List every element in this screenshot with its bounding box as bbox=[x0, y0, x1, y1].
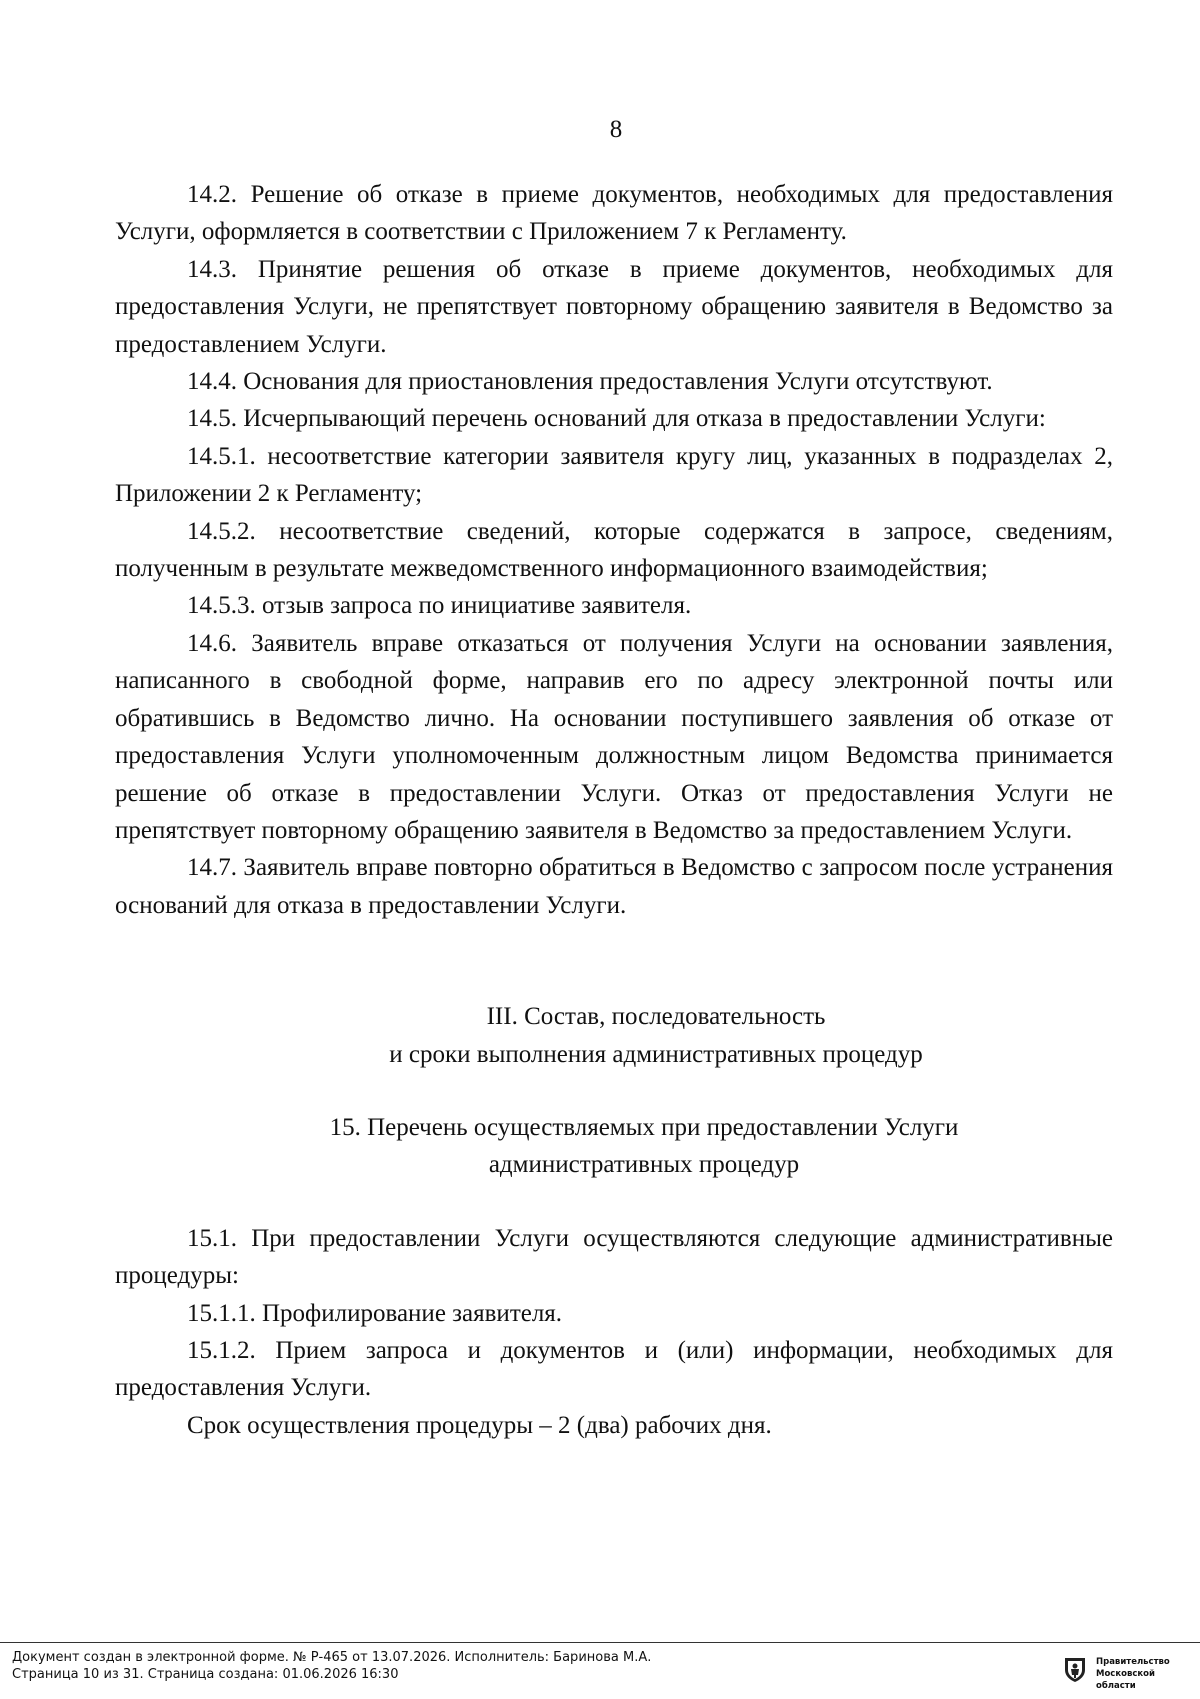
paragraph-procedure-term: Срок осуществления процедуры – 2 (два) рабочих дня. bbox=[187, 1411, 772, 1439]
paragraph-14-4: 14.4. Основания для приостановления предоставления Услуги отсутствуют. bbox=[187, 368, 993, 396]
paragraph-14-5-1: 14.5.1. несоответствие категории заявителя кругу лиц, указанных в подразделах 2, Приложении 2 к Регламенту; bbox=[115, 442, 1113, 508]
footer-text bbox=[12, 1649, 651, 1683]
paragraph-14-7: 14.7. Заявитель вправе повторно обратиться в Ведомство с запросом после устранения оснований для отказа в предоставлении Услуги. bbox=[115, 854, 1113, 919]
document-body bbox=[115, 176, 1113, 1444]
page-number: 8 bbox=[609, 116, 623, 143]
paragraph-14-5-3: 14.5.3. отзыв запроса по инициативе заявителя. bbox=[187, 592, 692, 620]
subsection-title: 15. Перечень осуществляемых при предоставлении Услуги административных процедур bbox=[329, 1113, 959, 1179]
logo-line-government: Правительство bbox=[1096, 1657, 1170, 1667]
footer-line-page: Страница 10 из 31. Страница создана: 01.06.2026 16:30 bbox=[12, 1667, 399, 1682]
section-title: III. Состав, последовательность и сроки выполнения административных процедур bbox=[389, 1003, 923, 1068]
paragraph-14-5: 14.5. Исчерпывающий перечень оснований для отказа в предоставлении Услуги: bbox=[187, 405, 1046, 433]
footer-line-document: Документ создан в электронной форме. № Р-465 от 13.07.2026. Исполнитель: Баринова М.А. bbox=[12, 1650, 652, 1665]
paragraph-14-3: 14.3. Принятие решения об отказе в приеме документов, необходимых для предоставления Услуги, не препятствует повторному обращению заявителя в Ведомство за предоставлением Услуги. bbox=[115, 255, 1113, 358]
logo-text bbox=[1096, 1656, 1196, 1692]
paragraph-14-5-2: 14.5.2. несоответствие сведений, которые содержатся в запросе, сведениям, полученным в результате межведомственного информационного взаимодействия; bbox=[115, 517, 1113, 583]
coat-of-arms-icon bbox=[1062, 1655, 1088, 1683]
paragraph-15-1-1: 15.1.1. Профилирование заявителя. bbox=[187, 1299, 563, 1327]
logo-line-region: Московской области bbox=[1096, 1669, 1155, 1691]
paragraph-15-1-2: 15.1.2. Прием запроса и документов и (или) информации, необходимых для предоставления Услуги. bbox=[115, 1336, 1113, 1402]
government-logo bbox=[1062, 1653, 1186, 1691]
paragraph-15-1: 15.1. При предоставлении Услуги осуществляются следующие административные процедуры: bbox=[115, 1224, 1113, 1290]
paragraph-14-6: 14.6. Заявитель вправе отказаться от получения Услуги на основании заявления, написанного в свободной форме, направив его по адресу электронной почты или обратившись в Ведомство лично. На основании поступившего заявления об отказе от предоставления Услуги уполномоченным должностным лицом Ведомства принимается решение об отказе в предоставлении Услуги. Отказ от предоставления Услуги не препятствует повторному обращению заявителя в Ведомство за предоставлением Услуги. bbox=[115, 629, 1113, 844]
page-footer bbox=[0, 1642, 1200, 1699]
paragraph-14-2: 14.2. Решение об отказе в приеме документов, необходимых для предоставления Услуги, оформляется в соответствии с Приложением 7 к Регламенту. bbox=[115, 181, 1113, 246]
